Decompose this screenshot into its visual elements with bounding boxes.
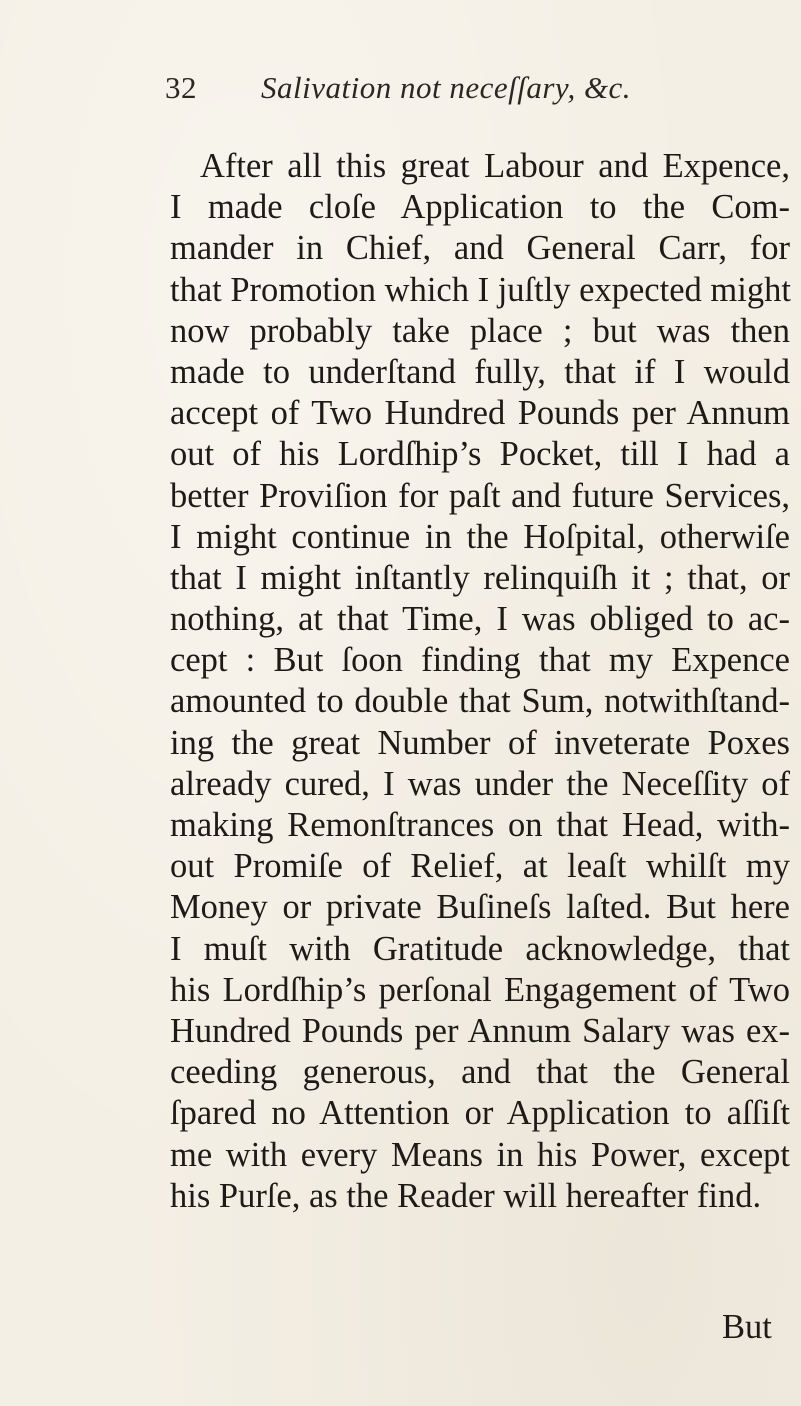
running-title: Salivation not neceſſary, &c.	[261, 70, 632, 105]
text-line: already cured, I was under the Neceſſity of	[170, 764, 790, 803]
text-line: amounted to double that Sum, notwithſtand-	[170, 682, 790, 721]
text-line: Hundred Pounds per Annum Salary was ex-	[170, 1011, 790, 1050]
text-line: ing the great Number of inveterate Poxes	[170, 723, 790, 762]
text-line: Money or private Buſineſs laſted. But here	[170, 888, 790, 927]
text-line: me with every Means in his Power, except	[170, 1135, 790, 1174]
text-line: that I might inſtantly relinquiſh it ; that, or	[170, 558, 790, 597]
text-line: his Purſe, as the Reader will hereafter find.	[170, 1176, 762, 1215]
text-line: mander in Chief, and General Carr, for	[170, 229, 790, 268]
text-line: ſpared no Attention or Application to aſſiſt	[170, 1094, 790, 1133]
text-line: making Remonſtrances on that Head, with-	[170, 806, 790, 844]
text-line: After all this great Labour and Expence,	[200, 147, 790, 185]
text-line: I made cloſe Application to the Com-	[170, 188, 790, 227]
text-line: nothing, at that Time, I was obliged to ac-	[170, 600, 790, 639]
text-line: his Lordſhip’s perſonal Engagement of Two	[170, 970, 790, 1009]
text-line: ceeding generous, and that the General	[170, 1053, 790, 1092]
body-text	[170, 146, 790, 1217]
text-line: cept : But ſoon finding that my Expence	[170, 641, 790, 680]
text-line: I might continue in the Hoſpital, otherwiſe	[170, 517, 790, 556]
text-line: now probably take place ; but was then	[170, 311, 790, 350]
page-number: 32	[165, 70, 197, 105]
text-line: accept of Two Hundred Pounds per Annum	[170, 394, 790, 433]
text-line: made to underſtand fully, that if I would	[170, 352, 790, 391]
text-line: better Proviſion for paſt and future Services,	[170, 476, 790, 515]
text-line: out of his Lordſhip’s Pocket, till I had a	[170, 435, 790, 474]
text-line: out Promiſe of Relief, at leaſt whilſt my	[170, 847, 790, 886]
text-line: I muſt with Gratitude acknowledge, that	[170, 929, 790, 968]
text-line: that Promotion which I juſtly expected might	[170, 270, 791, 309]
catchword: But	[722, 1308, 772, 1346]
